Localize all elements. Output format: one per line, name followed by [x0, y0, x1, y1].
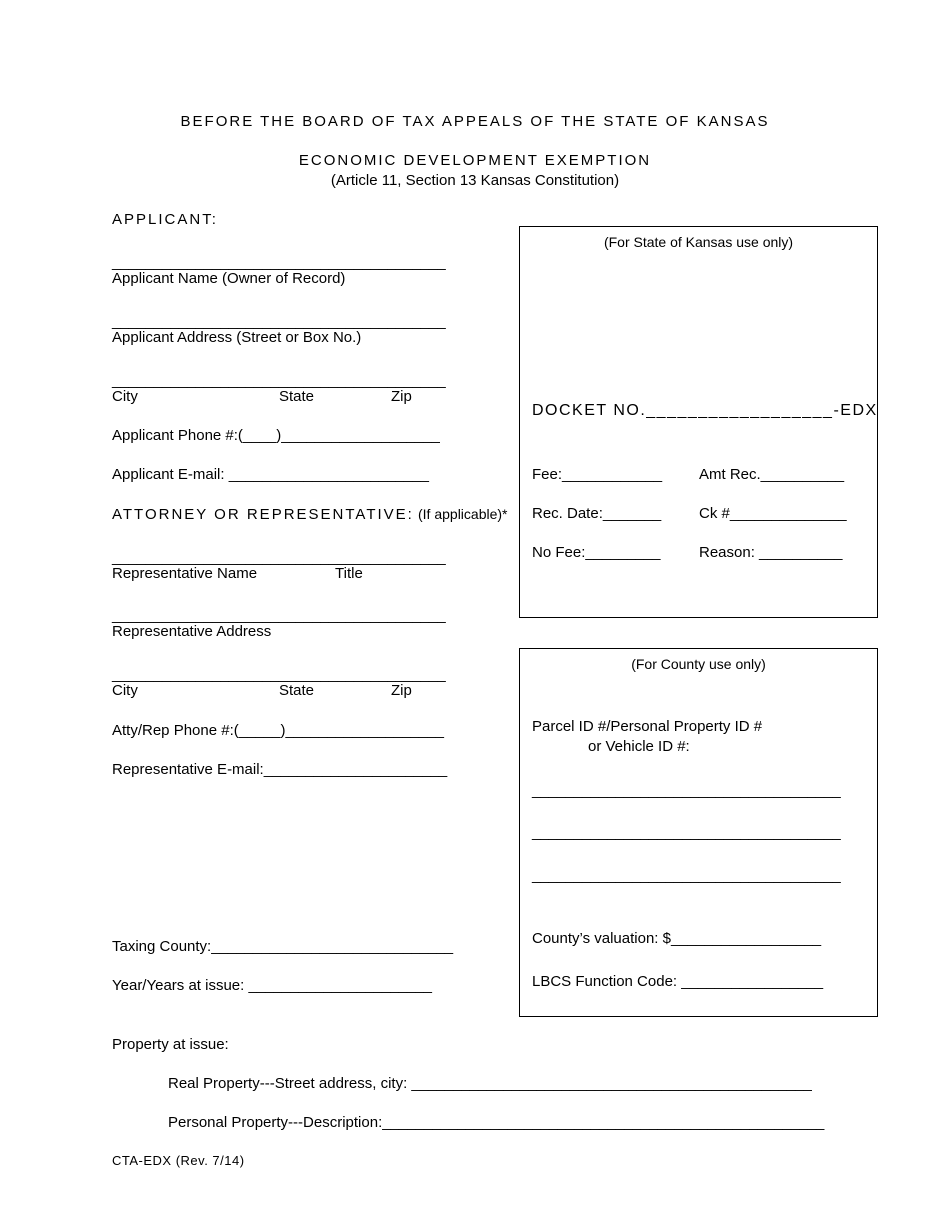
state-box-heading: (For State of Kansas use only) [603, 234, 794, 250]
representative-phone-field[interactable]: Atty/Rep Phone #:(_____)___________________ [112, 722, 444, 739]
representative-city-line[interactable]: ________________________________________ [112, 666, 446, 683]
no-fee-field[interactable]: No Fee:_________ [532, 544, 661, 561]
representative-name-line[interactable]: ________________________________________ [112, 549, 446, 566]
check-number-field[interactable]: Ck #______________ [699, 505, 847, 522]
representative-address-label: Representative Address [112, 623, 272, 640]
form-title: ECONOMIC DEVELOPMENT EXEMPTION [298, 152, 652, 169]
parcel-id-line-1[interactable]: _____________________________________ [532, 782, 841, 799]
form-subtitle: (Article 11, Section 13 Kansas Constitution) [330, 172, 620, 189]
property-at-issue-label: Property at issue: [112, 1036, 229, 1053]
taxing-county-field[interactable]: Taxing County:_____________________________ [112, 938, 454, 955]
representative-address-line[interactable]: ________________________________________ [112, 607, 446, 624]
docket-number-field[interactable]: DOCKET NO.__________________-EDX [532, 402, 878, 419]
real-property-field[interactable]: Real Property---Street address, city: ________________________________________________ [168, 1075, 812, 1092]
reason-field[interactable]: Reason: __________ [699, 544, 843, 561]
applicant-phone-field[interactable]: Applicant Phone #:(____)___________________ [112, 427, 440, 444]
applicant-address-line[interactable]: ________________________________________ [112, 313, 446, 330]
lbcs-function-code-field[interactable]: LBCS Function Code: _________________ [532, 973, 824, 990]
representative-state-label: State [279, 682, 315, 699]
parcel-id-line-3[interactable]: _____________________________________ [532, 867, 841, 884]
representative-email-field[interactable]: Representative E-mail:______________________ [112, 761, 448, 778]
representative-city-label: City [112, 682, 138, 699]
applicant-city-label: City [112, 388, 138, 405]
applicant-email-field[interactable]: Applicant E-mail: ________________________ [112, 466, 429, 483]
fee-field[interactable]: Fee:____________ [532, 466, 663, 483]
years-at-issue-field[interactable]: Year/Years at issue: ______________________ [112, 977, 433, 994]
rec-date-field[interactable]: Rec. Date:_______ [532, 505, 662, 522]
applicant-name-line[interactable]: ________________________________________ [112, 254, 446, 271]
representative-name-label: Representative Name [112, 565, 258, 582]
applicant-zip-label: Zip [391, 388, 412, 405]
applicant-section-label: APPLICANT: [112, 211, 218, 228]
form-code: CTA-EDX (Rev. 7/14) [112, 1153, 245, 1168]
representative-zip-label: Zip [391, 682, 412, 699]
applicant-state-label: State [279, 388, 315, 405]
board-title: BEFORE THE BOARD OF TAX APPEALS OF THE STATE OF KANSAS [180, 113, 770, 130]
parcel-id-line-2[interactable]: _____________________________________ [532, 824, 841, 841]
representative-title-label: Title [335, 565, 363, 582]
vehicle-id-label: or Vehicle ID #: [588, 738, 690, 755]
applicant-address-label: Applicant Address (Street or Box No.) [112, 329, 362, 346]
applicant-city-line[interactable]: ________________________________________ [112, 372, 446, 389]
applicable-note: (If applicable)* [418, 506, 508, 522]
county-box-heading: (For County use only) [631, 656, 766, 672]
representative-section-label: ATTORNEY OR REPRESENTATIVE: [112, 506, 414, 523]
applicant-name-label: Applicant Name (Owner of Record) [112, 270, 346, 287]
personal-property-field[interactable]: Personal Property---Description:_____________________________________________________ [168, 1114, 825, 1131]
amt-rec-field[interactable]: Amt Rec.__________ [699, 466, 845, 483]
representative-section-header [112, 507, 508, 522]
parcel-id-label: Parcel ID #/Personal Property ID # [532, 718, 763, 735]
county-valuation-field[interactable]: County’s valuation: $__________________ [532, 930, 822, 947]
